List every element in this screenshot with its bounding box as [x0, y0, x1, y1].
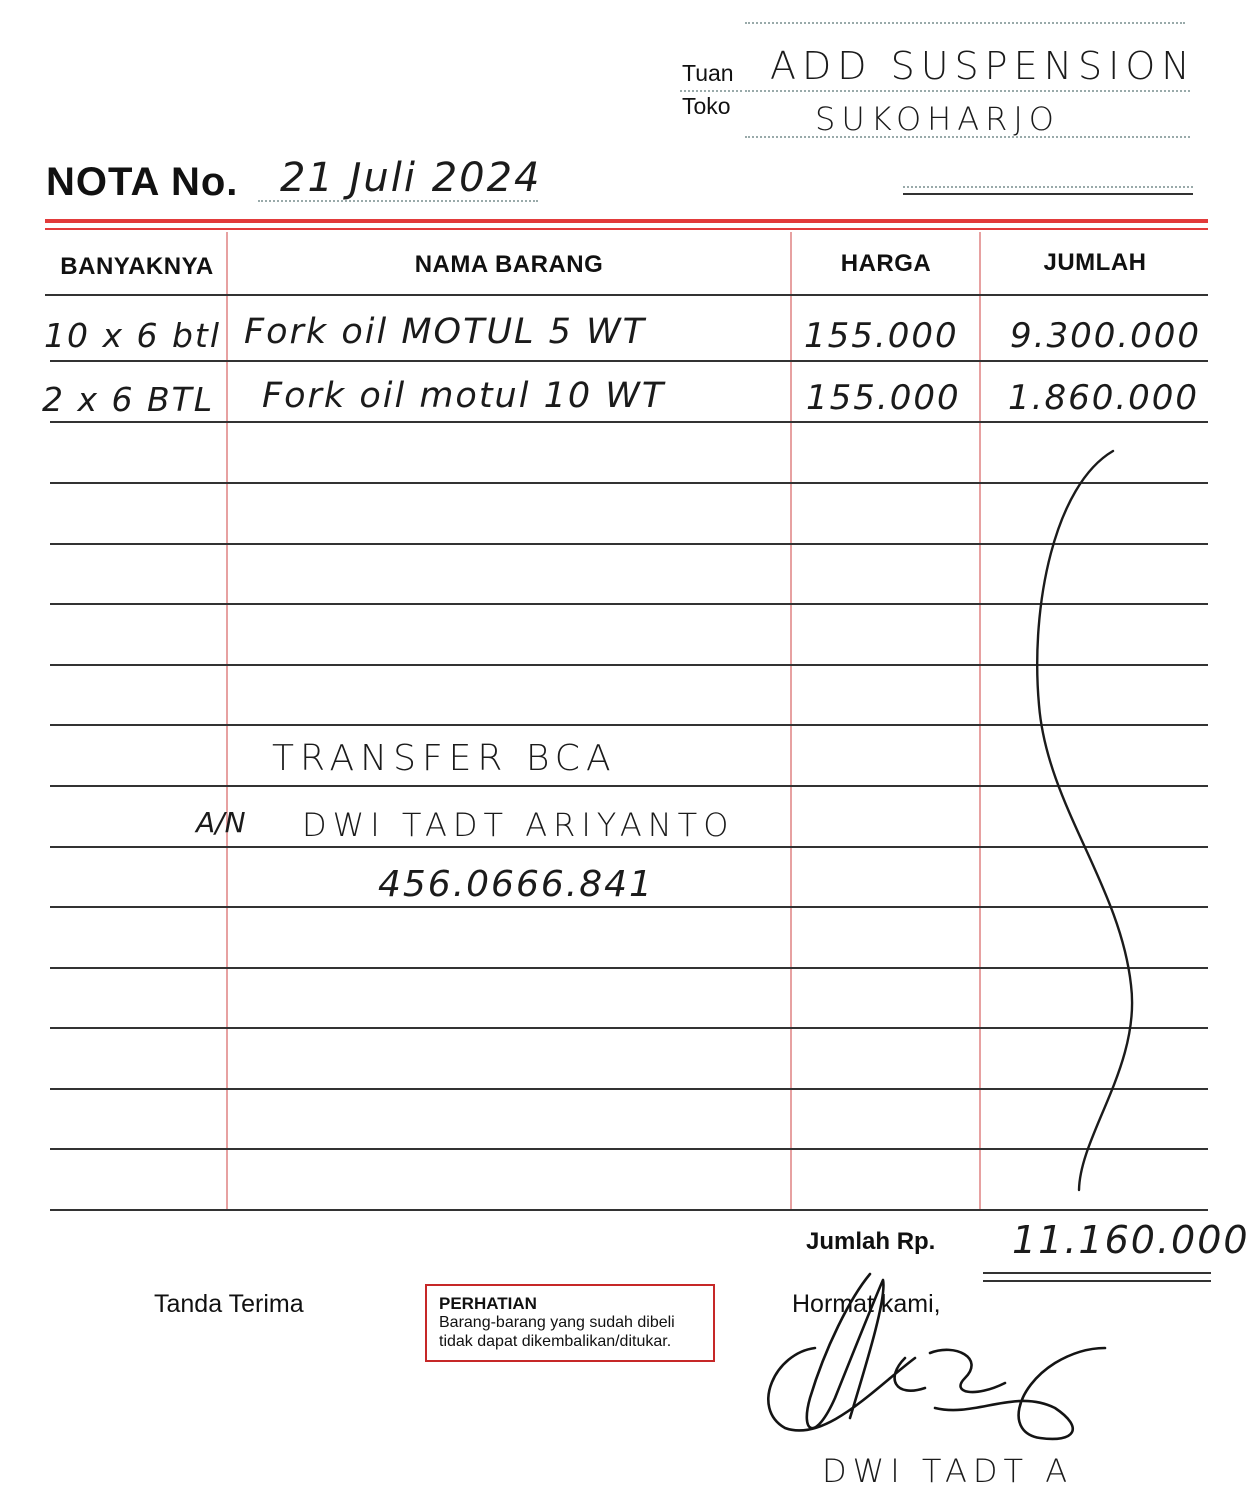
- row-1-name: Fork oil MOTUL 5 WT: [244, 312, 647, 352]
- hormat-kami-label: Hormat kami,: [792, 1290, 941, 1318]
- tuan-dots: [745, 90, 1190, 92]
- col-banyaknya: BANYAKNYA: [60, 253, 214, 280]
- jumlah-value: 11.160.000: [1012, 1218, 1250, 1262]
- signature-name: DWI TADT A: [822, 1452, 1074, 1490]
- note-account-name: DWI TADT ARIYANTO: [302, 806, 735, 844]
- row-rule-2: [50, 421, 1208, 423]
- extra-rule: [903, 193, 1193, 195]
- header-red-rule-top: [45, 219, 1208, 223]
- nota-label: NOTA No.: [46, 160, 239, 204]
- row-2-name: Fork oil motul 10 WT: [262, 376, 666, 416]
- perhatian-text-1: Barang-barang yang sudah dibeli: [439, 1314, 675, 1331]
- perhatian-title: PERHATIAN: [439, 1294, 537, 1313]
- perhatian-box: [425, 1284, 715, 1362]
- row-rule-1: [50, 360, 1208, 362]
- col-divider-1: [226, 232, 228, 1210]
- signature-scribble: [755, 1268, 1115, 1468]
- row-2-price: 155.000: [806, 378, 961, 418]
- note-transfer: TRANSFER BCA: [272, 738, 617, 779]
- col-divider-2: [790, 232, 792, 1210]
- row-2-qty: 2 x 6 BTL: [42, 380, 215, 419]
- tuan-label: Tuan: [682, 60, 734, 86]
- row-2-total: 1.860.000: [1008, 378, 1200, 418]
- note-account-number: 456.0666.841: [378, 864, 654, 905]
- col-nama-barang: NAMA BARANG: [414, 251, 604, 278]
- head-rule: [45, 294, 1208, 296]
- perhatian-text-2: tidak dapat dikembalikan/ditukar.: [439, 1333, 672, 1350]
- header-red-rule-bottom: [45, 228, 1208, 230]
- row-1-price: 155.000: [804, 316, 959, 356]
- jumlah-label: Jumlah Rp.: [806, 1228, 936, 1255]
- tuan-label-underline: [680, 90, 742, 92]
- extra-dots: [903, 186, 1193, 188]
- col-divider-3: [979, 232, 981, 1210]
- col-jumlah: JUMLAH: [1043, 249, 1147, 276]
- row-1-total: 9.300.000: [1010, 316, 1202, 356]
- nota-value: 21 Juli 2024: [280, 155, 542, 201]
- tuan-top-dots: [745, 22, 1185, 24]
- row-1-qty: 10 x 6 btl: [44, 316, 222, 355]
- col-harga: HARGA: [840, 250, 932, 277]
- brace-stroke: [1025, 445, 1145, 1195]
- toko-label: Toko: [682, 93, 731, 119]
- note-an-prefix: A/N: [196, 806, 246, 839]
- tuan-value: ADD SUSPENSION: [770, 44, 1196, 88]
- tanda-terima-label: Tanda Terima: [154, 1290, 304, 1318]
- row-rule-15: [50, 1209, 1208, 1211]
- toko-value: SUKOHARJO: [815, 100, 1060, 138]
